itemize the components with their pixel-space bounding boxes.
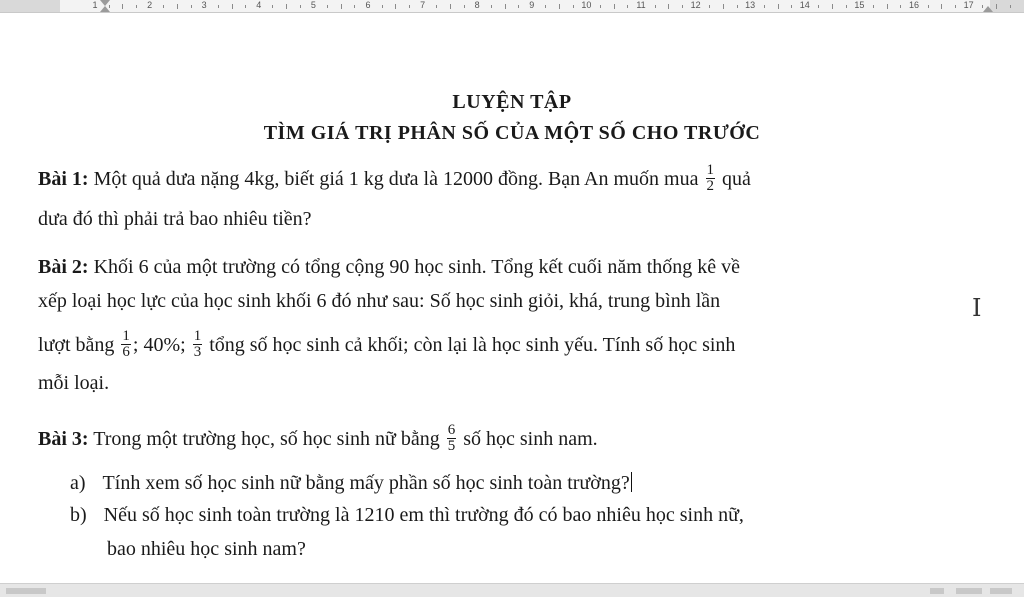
bai2-fraction-2 [193,329,203,360]
ruler-tick [668,4,669,9]
ruler-tick [614,4,615,9]
bai2-frac2-den: 3 [193,344,202,360]
ruler-tick [737,5,738,8]
bai3-item-a [70,471,632,495]
bai3-line-1 [38,422,598,456]
bai1-line-2: dưa đó thì phải trả bao nhiêu tiền? [38,208,312,230]
ruler-tick [341,4,342,9]
right-indent-marker[interactable] [983,6,993,12]
ruler-number: 6 [365,0,371,10]
bai3-fraction [447,423,457,454]
bai2-text-3a: lượt bằng [38,334,115,357]
ruler-number: 3 [201,0,207,10]
bai3-item-a-marker: a) [70,472,86,494]
status-item [6,588,46,594]
ruler-tick [1010,5,1011,8]
bai3-item-b-line-2: bao nhiêu học sinh nam? [107,538,306,560]
ruler-number: 12 [690,0,701,10]
ruler-tick [982,5,983,8]
ruler-number: 5 [310,0,316,10]
text-cursor [631,472,632,492]
ruler-tick [109,5,110,8]
bai2-line-2: xếp loại học lực của học sinh khối 6 đó như sau: Số học sinh giỏi, khá, trung bình lần [38,290,721,312]
ruler-left-margin [0,0,60,12]
status-item [930,588,944,594]
bai1-fraction [706,163,716,194]
bai1-frac-den: 2 [706,178,714,194]
document-page[interactable] [0,13,1024,583]
ruler-tick [136,5,137,8]
ruler-number: 9 [529,0,535,10]
ruler-tick [436,5,437,8]
bai2-label: Bài 2: [38,256,89,278]
ruler-tick [218,5,219,8]
bai3-label: Bài 3: [38,428,89,451]
title-line-2: TÌM GIÁ TRỊ PHÂN SỐ CỦA MỘT SỐ CHO TRƯỚC [263,122,761,144]
bai3-item-a-text: Tính xem số học sinh nữ bằng mấy phần số học sinh toàn trường? [102,472,630,494]
status-bar [0,583,1024,597]
ruler-tick [122,4,123,9]
bai2-line-1 [38,255,740,279]
ruler-tick [627,5,628,8]
title-line-1: LUYỆN TẬP [452,91,572,113]
ruler-tick [232,4,233,9]
ruler-tick [928,5,929,8]
bai2-line-3 [38,328,736,362]
ruler-tick [491,5,492,8]
ruler-tick [450,4,451,9]
ruler-tick [873,5,874,8]
bai3-frac-den: 5 [447,438,456,454]
bai2-text-1: Khối 6 của một trường có tổng cộng 90 học sinh. Tổng kết cuối năm thống kê về [88,256,741,278]
ruler-tick [518,5,519,8]
ruler-tick [505,4,506,9]
ruler-tick [163,5,164,8]
ruler-tick [559,4,560,9]
ruler-tick [395,4,396,9]
ruler-tick [600,5,601,8]
ruler-tick [818,5,819,8]
ruler-number: 14 [799,0,810,10]
ruler-tick [709,5,710,8]
ruler-number: 8 [474,0,480,10]
ruler-tick [573,5,574,8]
bai2-frac1-num: 1 [122,328,130,344]
i-beam-cursor-icon: I [972,294,982,322]
ruler-tick [245,5,246,8]
bai3-item-b-text-1: Nếu số học sinh toàn trường là 1210 em thì trường đó có bao nhiêu học sinh nữ, [103,504,744,526]
bai3-item-b-line-1 [70,503,744,527]
ruler-tick [778,4,779,9]
ruler-tick [655,5,656,8]
ruler-tick [272,5,273,8]
status-item [990,588,1012,594]
ruler-tick [941,4,942,9]
bai2-fraction-1 [121,329,131,360]
status-item [956,588,982,594]
ruler-number: 10 [581,0,592,10]
ruler-number: 1 [92,0,98,10]
bai3-frac-num: 6 [447,422,456,438]
ruler-tick [464,5,465,8]
ruler-tick [764,5,765,8]
ruler-number: 4 [256,0,262,10]
bai1-text-tail: quả [717,168,751,191]
bai2-text-3c: tổng số học sinh cả khối; còn lại là học sinh yếu. Tính số học sinh [204,334,736,357]
ruler-number: 2 [147,0,153,10]
ruler-tick [191,5,192,8]
ruler-tick [545,5,546,8]
ruler-tick [996,4,997,9]
ruler-tick [682,5,683,8]
bai3-text-1: Trong một trường học, số học sinh nữ bằng [88,428,440,451]
ruler-number: 11 [636,0,646,10]
ruler-tick [832,4,833,9]
ruler-number: 13 [745,0,756,10]
ruler-tick [300,5,301,8]
ruler-number: 7 [420,0,426,10]
ruler-tick [887,4,888,9]
ruler-tick [955,5,956,8]
ruler-number: 15 [854,0,865,10]
ruler-tick [327,5,328,8]
bai3-text-tail: số học sinh nam. [458,428,598,451]
ruler-tick [791,5,792,8]
ruler-tick [177,4,178,9]
bai1-label: Bài 1: [38,168,89,191]
bai3-item-b-marker: b) [70,504,87,526]
ruler-tick [723,4,724,9]
bai2-frac1-den: 6 [122,344,130,360]
horizontal-ruler[interactable] [0,0,1024,13]
bai2-frac2-num: 1 [193,328,202,344]
ruler-tick [900,5,901,8]
ruler-tick [382,5,383,8]
ruler-number: 17 [963,0,974,10]
ruler-tick [286,4,287,9]
ruler-tick [409,5,410,8]
ruler-number: 16 [908,0,920,10]
bai1-frac-num: 1 [706,162,714,178]
bai2-text-3b: ; 40%; [132,334,186,357]
ruler-tick [846,5,847,8]
ruler-tick [354,5,355,8]
bai1-text-1: Một quả dưa nặng 4kg, biết giá 1 kg dưa là 12000 đồng. Bạn An muốn mua [88,168,699,191]
bai2-line-4: mỗi loại. [38,372,110,394]
bai1-line-1 [38,162,751,196]
